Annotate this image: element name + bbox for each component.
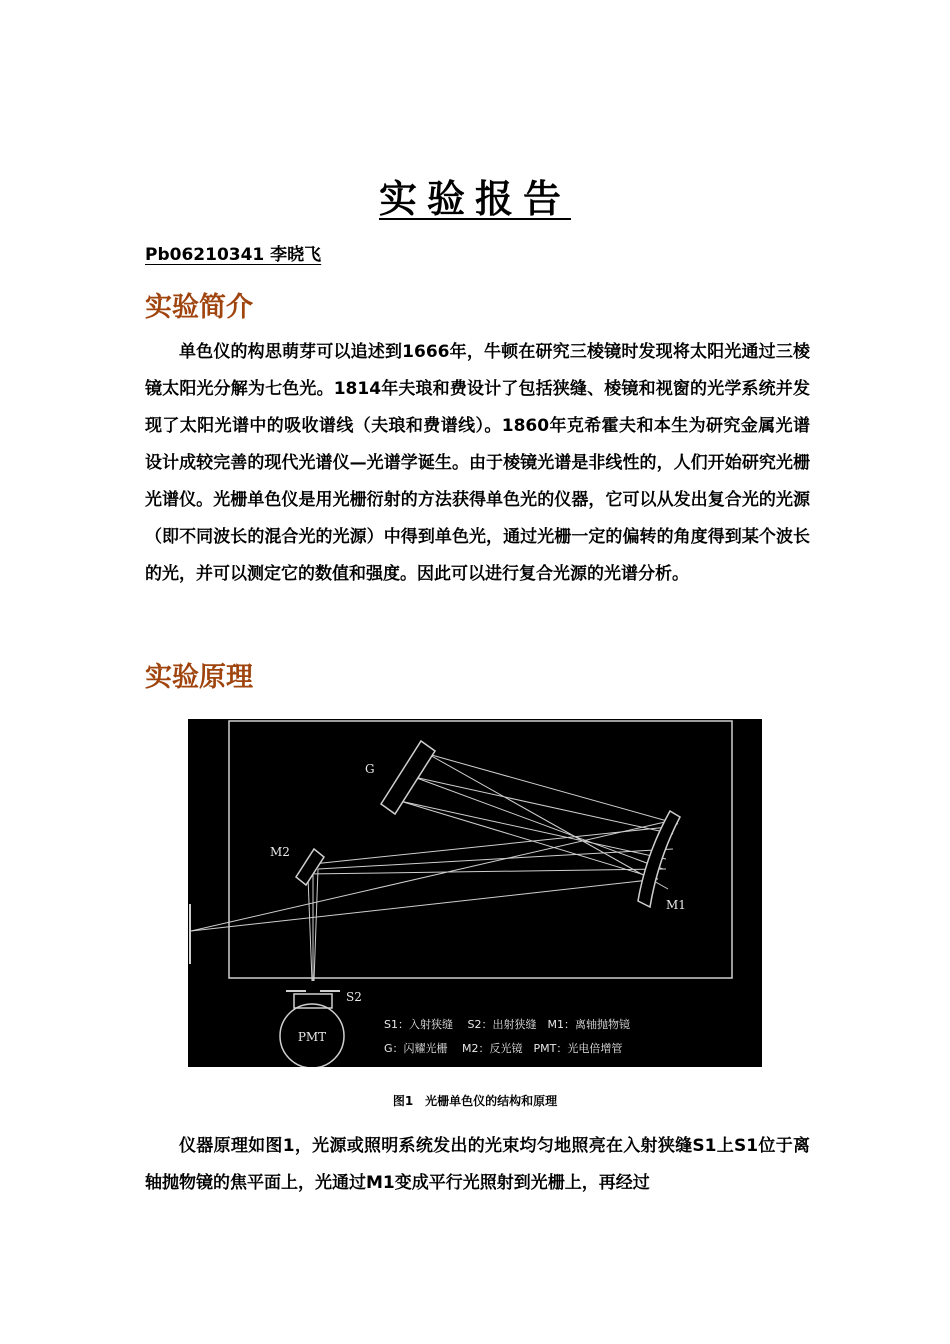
document-title: 实验报告 bbox=[378, 177, 571, 221]
grating-label: G bbox=[365, 762, 375, 776]
mirror-m2-label: M2 bbox=[270, 845, 290, 859]
legend-line-2: G：闪耀光栅 M2：反光镜 PMT：光电倍增管 bbox=[384, 1042, 623, 1055]
principle-paragraph: 仪器原理如图1，光源或照明系统发出的光束均匀地照亮在入射狭缝S1上S1位于离轴抛物镜的焦平面上，光通过M1变成平行光照射到光栅上，再经过 bbox=[145, 1136, 810, 1193]
legend-line-1: S1：入射狭缝 S2：出射狭缝 M1：离轴抛物镜 bbox=[384, 1018, 630, 1031]
figure-caption: 图1 光栅单色仪的结构和原理 bbox=[392, 1094, 558, 1108]
slit-s2-label: S2 bbox=[346, 990, 362, 1004]
mirror-m1-label: M1 bbox=[666, 898, 686, 912]
intro-paragraph: 单色仪的构思萌芽可以追述到1666年，牛顿在研究三棱镜时发现将太阳光通过三棱镜太阳光分解为七色光。1814年夫琅和费设计了包括狭缝、棱镜和视窗的光学系统并发现了太阳光谱中的吸收谱线（夫琅和费谱线）。1860年克希霍夫和本生为研究金属光谱设计成较完善的现代光谱仪—光谱学诞生。由于棱镜光谱是非线性的，人们开始研究光栅光谱仪。光栅单色仪是用光栅衍射的方法获得单色光的仪器，它可以从发出复合光的光源（即不同波长的混合光的光源）中得到单色光，通过光栅一定的偏转的角度得到某个波长的光，并可以测定它的数值和强度。因此可以进行复合光源的光谱分析。 bbox=[145, 342, 810, 584]
author-line: Pb06210341 李晓飞 bbox=[145, 245, 322, 265]
section-heading-principle: 实验原理 bbox=[145, 662, 253, 693]
diagram-svg bbox=[188, 719, 762, 1067]
pmt-label: PMT bbox=[297, 1030, 327, 1044]
section-heading-intro: 实验简介 bbox=[145, 292, 253, 323]
monochromator-diagram bbox=[188, 719, 762, 1067]
